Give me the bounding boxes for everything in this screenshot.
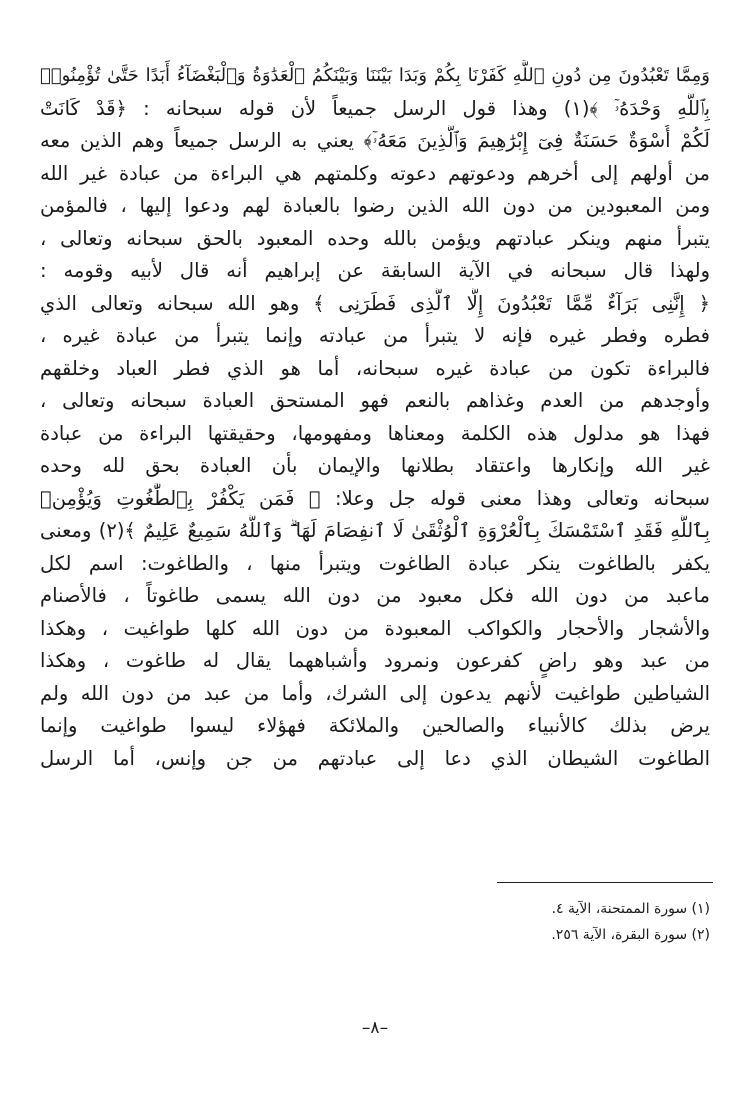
text-line: من عبد وهو راضٍ كفرعون ونمرود وأشباههما يقال له طاغوت ، وهكذا [40,649,710,672]
text-line: وَمِمَّا تَعْبُدُونَ مِن دُونِ ٱللَّهِ كَفَرْنَا بِكُمْ وَبَدَا بَيْنَنَا وَبَيْنَكُمُ ٱلْعَدَٰوَةُ وَٱلْبَغْضَآءُ أَبَدًا حَتَّىٰ تُؤْمِنُوا۟ [40,65,710,86]
text-line: فهذا هو مدلول هذه الكلمة ومعناها ومفهومها، وحقيقتها البراءة من عبادة [40,421,710,445]
text-line: فالبراءة تكون من عبادة غيره سبحانه، أما هو الذي فطر العباد وخلقهم [40,356,710,380]
text-line: بِٱللَّهِ وَحْدَهُۥٓ ﴾(١) وهذا قول الرسل جميعاً لأن قوله سبحانه : ﴿قَدْ كَانَتْ [40,96,710,120]
text-line: بِٱللَّهِ فَقَدِ ٱسْتَمْسَكَ بِٱلْعُرْوَةِ ٱلْوُثْقَىٰ لَا ٱنفِصَامَ لَهَا ۗ وَٱللَّهُ سَمِيعٌ عَلِيمٌ ﴾(٢) ومعنى [40,519,710,542]
text-line: غير الله وإنكارها واعتقاد بطلانها والإيمان بأن العبادة بحق لله وحده [40,454,710,477]
page-number: –٨– [361,1018,389,1038]
text-line: يتبرأ منهم وينكر عبادتهم ويؤمن بالله وحده المعبود بالحق سبحانه وتعالى ، [40,226,710,250]
text-line: والأشجار والأحجار والكواكب المعبودة من دون الله كلها طواغيت ، وهكذا [40,616,710,640]
text-line: لَكُمْ أُسْوَةٌ حَسَنَةٌ فِىٓ إِبْرَٰهِيمَ وَٱلَّذِينَ مَعَهُۥٓ﴾ يعني به الرسل جميعاً وهم الذين معه [40,129,710,152]
text-line: سبحانه وتعالى وهذا معنى قوله جل وعلا: ﴿ فَمَن يَكْفُرْ بِٱلطَّٰغُوتِ وَيُؤْمِنۢ [40,486,710,510]
body-text [40,60,710,775]
text-line: من أولهم إلى أخرهم ودعوتهم دعوته وكلمتهم هي البراءة من عبادة غير الله [40,161,710,185]
text-line: يرض بذلك كالأنبياء والصالحين والملائكة فهؤلاء ليسوا طواغيت وإنما [40,714,710,737]
footnote-separator [497,882,713,883]
footnote: (٢) سورة البقرة، الآية ٢٥٦. [551,927,710,943]
text-line: الشياطين طواغيت لأنهم يدعون إلى الشرك، وأما من عبد من دون الله ولم [40,681,710,705]
text-line: ولهذا قال سبحانه في الآية السابقة عن إبراهيم أنه قال لأبيه وقومه : [40,259,710,282]
text-line: الطاغوت الشيطان الذي دعا إلى عبادتهم من جن وإنس، أما الرسل [40,746,710,770]
text-line: يكفر بالطاغوت ينكر عبادة الطاغوت ويتبرأ منها ، والطاغوت: اسم لكل [40,551,710,575]
text-line: ومن المعبودين من دون الله الذين رضوا بالعبادة لهم ودعوا إليها ، فالمؤمن [40,194,710,217]
text-line: ﴿ إِنَّنِى بَرَآءٌ مِّمَّا تَعْبُدُونَ إِلَّا ٱلَّذِى فَطَرَنِى ﴾ وهو الله سبحانه وتعالى الذي [40,291,710,315]
footnote: (١) سورة الممتحنة، الآية ٤. [551,901,710,917]
text-line: فطره وفطر غيره فإنه لا يتبرأ من عبادته وإنما يتبرأ من عبادة غيره ، [40,324,710,347]
footnotes [40,896,710,948]
text-line: وأوجدهم من العدم وغذاهم بالنعم فهو المستحق العبادة سبحانه وتعالى ، [40,389,710,412]
text-line: ماعبد من دون الله فكل معبود من دون الله يسمى طاغوتاً ، فالأصنام [40,584,710,607]
